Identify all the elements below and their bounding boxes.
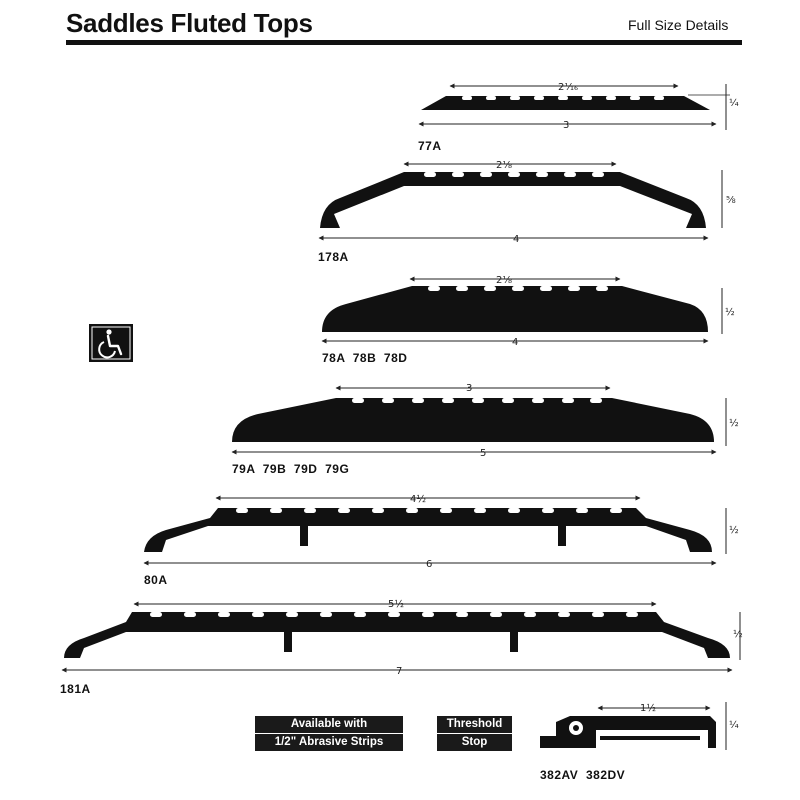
dim-77a-overall: 3 (563, 120, 570, 131)
abrasive-line-1: Available with (290, 718, 368, 730)
profile-78a (322, 279, 722, 341)
profile-382av (540, 702, 726, 750)
dim-78a-top: 2⅟₈ (496, 275, 513, 286)
dim-178a-top: 2⅟₈ (496, 160, 513, 171)
profile-181a (62, 604, 740, 670)
label-79a: 79A 79B 79D 79G (232, 462, 350, 476)
label-78a: 78A 78B 78D (322, 351, 408, 365)
dim-77a-top: 2⅟₁₆ (558, 82, 579, 93)
dim-382av-height: ¼ (729, 720, 739, 731)
dim-79a-height: ½ (729, 418, 739, 429)
abrasive-strips-badge (255, 716, 403, 751)
dim-382av-top: 1½ (640, 703, 657, 714)
dim-79a-overall: 5 (480, 448, 487, 459)
label-77a: 77A (418, 139, 442, 153)
label-382av: 382AV 382DV (540, 768, 626, 782)
profile-178a (319, 164, 722, 238)
dim-78a-height: ½ (725, 307, 735, 318)
threshold-line-1: Threshold (446, 718, 503, 730)
wheelchair-icon (89, 324, 133, 362)
dim-178a-height: ⅝ (726, 195, 736, 206)
profile-79a (232, 388, 726, 452)
dim-181a-height: ½ (733, 629, 743, 640)
page-title: Saddles Fluted Tops (66, 8, 313, 38)
dim-178a-overall: 4 (513, 234, 520, 245)
page-subtitle: Full Size Details (628, 17, 729, 33)
abrasive-line-2: 1/2" Abrasive Strips (255, 733, 403, 751)
dim-80a-top: 4½ (410, 494, 427, 505)
dim-79a-top: 3 (466, 383, 473, 394)
threshold-line-2: Stop (437, 733, 512, 751)
dim-181a-top: 5½ (388, 599, 405, 610)
threshold-stop-badge (437, 716, 512, 751)
label-178a: 178A (318, 250, 349, 264)
dim-181a-overall: 7 (396, 666, 403, 677)
label-181a: 181A (60, 682, 91, 696)
profile-80a (144, 498, 726, 563)
dim-78a-overall: 4 (512, 337, 519, 348)
dim-80a-height: ½ (729, 525, 739, 536)
dim-80a-overall: 6 (426, 559, 433, 570)
label-80a: 80A (144, 573, 168, 587)
dim-77a-height: ¼ (729, 98, 739, 109)
